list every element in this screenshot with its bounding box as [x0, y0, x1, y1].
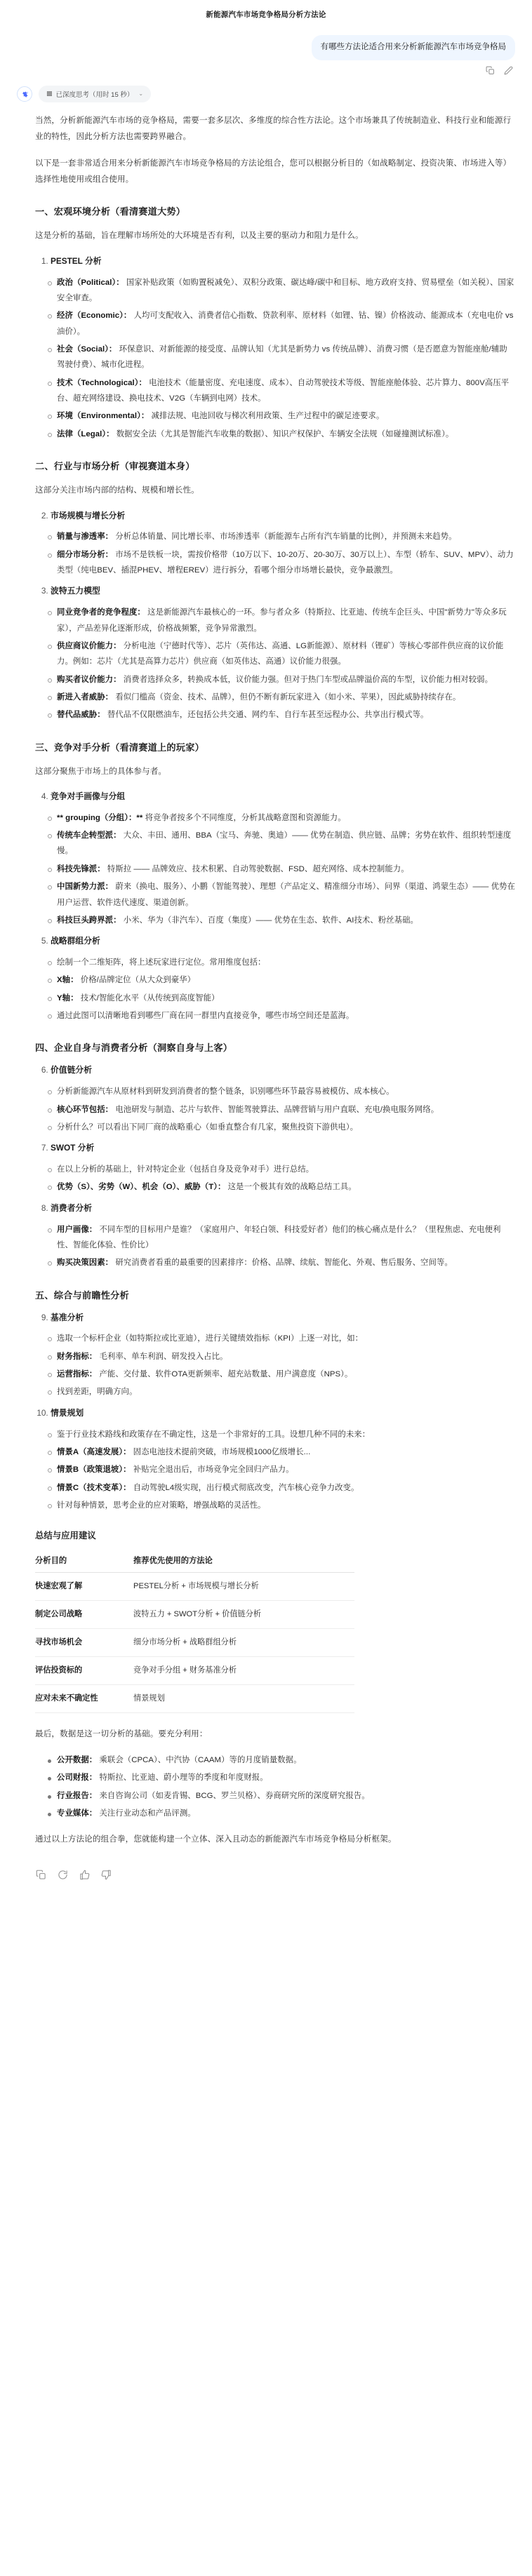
list-item — [48, 1349, 515, 1364]
summary-table — [35, 1550, 354, 1713]
list-item — [48, 1480, 515, 1496]
data-sources-list — [35, 1752, 515, 1821]
list-item-text: 特斯拉、比亚迪、蔚小理等的季度和年度财报。 — [99, 1773, 268, 1783]
list-item-text: 国家补贴政策（如购置税减免）、双积分政策、碳达峰/碳中和目标、地方政府支持、贸易壁垒（如关税）、国家安全审查。 — [57, 278, 514, 302]
list-item-term: 经济（Economic）： — [57, 311, 132, 321]
numbered-item — [35, 1063, 515, 1078]
user-message-actions — [0, 60, 532, 76]
list-item-term: 技术（Technological）： — [57, 378, 147, 387]
list-item — [48, 1384, 515, 1400]
section-heading: 四、企业自身与消费者分析（洞察自身与上客） — [35, 1042, 233, 1054]
list-item — [48, 342, 515, 373]
list-item — [48, 1179, 515, 1195]
copy-icon[interactable] — [35, 1869, 47, 1881]
list-item — [48, 1120, 515, 1135]
list-item-text: 通过此图可以清晰地看到哪些厂商在同一群里内直接竞争，哪些市场空间还是蓝海。 — [57, 1012, 354, 1021]
list-item — [48, 1084, 515, 1099]
method-title: 1. PESTEL 分析 — [51, 254, 515, 269]
intro-paragraph-2: 以下是一套非常适合用来分析新能源汽车市场竞争格局的方法论组合，您可以根据分析目的（如战略制定、投资决策、市场进入等）选择性地使用或组合使用。 — [35, 158, 512, 185]
section-heading: 三、竞争对手分析（看清赛道上的玩家） — [35, 742, 204, 753]
intro-paragraph-1: 当然，分析新能源汽车市场的竞争格局，需要一套多层次、多维度的综合性方法论。这个市场兼具了传统制造业、科技行业和能源行业的特性，因此分析方法也需要跨界融合。 — [35, 115, 512, 142]
table-cell: 情景规划 — [133, 1685, 354, 1713]
list-item — [48, 1752, 515, 1768]
list-item-text: 价格/品牌定位（从大众到豪华） — [80, 976, 196, 985]
list-item — [48, 1255, 515, 1270]
list-item-text: 替代品不仅限燃油车，还包括公共交通、网约车、自行车甚至远程办公、共享出行模式等。 — [107, 711, 429, 720]
list-item-text: 技术/智能化水平（从传统到高度智能） — [80, 993, 220, 1002]
numbered-item — [35, 789, 515, 805]
list-item — [48, 1444, 515, 1460]
list-item-term: 政治（Political）： — [57, 278, 124, 287]
assistant-markdown — [17, 112, 515, 1848]
list-item — [48, 1102, 515, 1118]
list-item — [48, 672, 515, 687]
list-item-term: 情景C（技术变革）： — [57, 1483, 131, 1492]
list-item-term: 新进入者威胁： — [57, 692, 114, 702]
list-item-term: 购买者议价能力： — [57, 675, 121, 684]
list-item — [48, 1427, 515, 1442]
list-item-text: 针对每种情景，思考企业的应对策略，增强战略的灵活性。 — [57, 1501, 266, 1510]
table-cell: 应对未来不确定性 — [35, 1685, 133, 1713]
list-item-text: 固态电池技术提前突破，市场规模1000亿级增长... — [133, 1447, 311, 1456]
table-row — [35, 1601, 354, 1629]
list-item-term: 社会（Social）： — [57, 345, 117, 354]
deep-thinking-toggle[interactable] — [39, 86, 151, 102]
list-item-term: 财务指标： — [57, 1352, 98, 1361]
list-item-text: 分析电池（宁德时代等）、芯片（英伟达、高通、LG新能源）、原材料（锂矿）等核心零部件供应商的议价能力。例如：芯片（尤其是高算力芯片）供应商（如英伟达、高通）议价能力很强。 — [57, 641, 504, 666]
table-cell: 寻找市场机会 — [35, 1629, 133, 1657]
final-paragraph: 通过以上方法论的组合拳，您就能构建一个立体、深入且动态的新能源汽车市场竞争格局分析框架。 — [35, 1834, 397, 1844]
list-item-term: 运营指标： — [57, 1370, 98, 1379]
numbered-item — [35, 1310, 515, 1326]
thinking-icon: ▩ — [46, 90, 53, 98]
list-item — [48, 1367, 515, 1382]
section-lead: 这是分析的基础，旨在理解市场所处的大环境是否有利，以及主要的驱动力和阻力是什么。 — [35, 231, 364, 241]
section-lead: 这部分聚焦于市场上的具体参与者。 — [35, 766, 167, 776]
table-cell: PESTEL分析 + 市场规模与增长分析 — [133, 1573, 354, 1601]
list-item-term: 科技先锋派： — [57, 864, 105, 873]
list-item-term: 科技巨头跨界派： — [57, 915, 121, 925]
user-message-row — [0, 28, 532, 60]
numbered-item — [35, 1141, 515, 1156]
method-title: 10. 情景规划 — [51, 1406, 515, 1421]
table-row — [35, 1573, 354, 1601]
page-title: 新能源汽车市场竞争格局分析方法论 — [206, 10, 326, 19]
method-title: 7. SWOT 分析 — [51, 1141, 515, 1156]
regenerate-icon[interactable] — [57, 1869, 69, 1881]
list-item-text: 关注行业动态和产品评测。 — [99, 1809, 196, 1818]
list-item — [48, 1008, 515, 1024]
edit-icon[interactable] — [503, 65, 514, 76]
list-item — [48, 1788, 515, 1804]
thinking-row — [17, 86, 515, 102]
list-item-text: 市场不是铁板一块，需按价格带（10万以下、10-20万、20-30万、30万以上）、车型（轿车、SUV、MPV）、动力类型（纯电BEV、插混PHEV、增程EREV）进行拆分，看哪个细分市场增长最快，竞争最激烈。 — [57, 550, 514, 575]
list-item-term: 情景B（政策退坡）： — [57, 1465, 131, 1475]
closing-lead: 最后，数据是这一切分析的基础。要充分利用： — [35, 1729, 208, 1739]
table-row — [35, 1685, 354, 1713]
method-detail-list — [35, 810, 515, 928]
list-item-text: 电池技术（能量密度、充电速度、成本）、自动驾驶技术等级、智能座舱体验、芯片算力、800V高压平台、超充网络建设、换电技术、V2G（车辆到电网）技术。 — [57, 378, 510, 403]
deepseek-whale-logo — [17, 86, 32, 102]
method-title: 4. 竞争对手画像与分组 — [51, 789, 515, 805]
list-item-term: Y轴： — [57, 993, 79, 1002]
list-item — [48, 529, 515, 544]
list-item-term: 公开数据： — [57, 1755, 98, 1764]
list-item-text: 将竞争者按多个不同维度，分析其战略意图和资源能力。 — [145, 813, 346, 822]
list-item-term: 专业媒体： — [57, 1809, 98, 1818]
list-item — [48, 638, 515, 670]
numbered-item — [35, 1201, 515, 1216]
numbered-item — [35, 254, 515, 269]
list-item-text: 这是一个极其有效的战略总结工具。 — [227, 1183, 357, 1192]
summary-heading: 总结与应用建议 — [35, 1531, 96, 1541]
user-message-bubble: 有哪些方法论适合用来分析新能源汽车市场竞争格局 — [312, 35, 516, 60]
copy-icon[interactable] — [485, 65, 496, 76]
list-item — [48, 913, 515, 928]
list-item — [48, 427, 515, 442]
list-item — [48, 1222, 515, 1254]
list-item-term: 传统车企转型派： — [57, 831, 121, 840]
method-detail-list — [35, 605, 515, 723]
table-cell: 评估投资标的 — [35, 1657, 133, 1685]
list-item-text: 数据安全法（尤其是智能汽车收集的数据）、知识产权保护、车辆安全法规（如碰撞测试标准）。 — [116, 429, 454, 438]
list-item-text: 乘联会（CPCA）、中汽协（CAAM）等的月度销量数据。 — [99, 1755, 302, 1764]
list-item — [48, 1770, 515, 1785]
list-item-term: 环境（Environmental）： — [57, 412, 149, 421]
method-title: 6. 价值链分析 — [51, 1063, 515, 1078]
list-item-text: 分析新能源汽车从原材料到研发到消费者的整个链条，识别哪些环节最容易被模仿、成本核心。 — [57, 1087, 394, 1096]
list-item-term: 同业竞争者的竞争程度： — [57, 608, 145, 617]
list-item-text: 蔚来（换电、服务）、小鹏（智能驾驶）、理想（产品定义、精准细分市场）、问界（渠道、鸿蒙生态）—— 优势在用户运营、软件迭代速度、渠道创新。 — [57, 883, 515, 907]
table-header-row — [35, 1550, 354, 1573]
list-item — [48, 605, 515, 636]
list-item-text: 研究消费者看重的最重要的因素排序：价格、品牌、续航、智能化、外观、售后服务、空间等。 — [115, 1259, 453, 1268]
list-item-text: 绘制一个二维矩阵，将上述玩家进行定位。常用维度包括： — [57, 958, 266, 967]
list-item-term: 行业报告： — [57, 1791, 98, 1800]
table-row — [35, 1657, 354, 1685]
table-cell: 细分市场分析 + 战略群组分析 — [133, 1629, 354, 1657]
thinking-label: 已深度思考（用时 15 秒） — [55, 90, 134, 99]
section-heading: 二、行业与市场分析（审视赛道本身） — [35, 461, 195, 472]
list-item-text: 大众、丰田、通用、BBA（宝马、奔驰、奥迪）—— 优势在制造、供应链、品牌；劣势在软件、组织转型速度慢。 — [57, 831, 512, 856]
list-item — [48, 1331, 515, 1346]
assistant-message — [0, 76, 532, 1899]
list-item-term: 销量与渗透率： — [57, 532, 114, 542]
list-item — [48, 972, 515, 988]
list-item — [48, 1498, 515, 1513]
list-item-term: 核心环节包括： — [57, 1105, 114, 1114]
table-cell: 快速宏观了解 — [35, 1573, 133, 1601]
list-item-term: 供应商议价能力： — [57, 641, 121, 650]
numbered-item — [35, 509, 515, 524]
list-item — [48, 408, 515, 424]
list-item-text: 看似门槛高（资金、技术、品牌），但仍不断有新玩家进入（如小米、苹果），因此威胁持续存在。 — [115, 692, 461, 702]
list-item — [48, 308, 515, 340]
list-item — [48, 810, 515, 826]
sections-host — [35, 204, 515, 1513]
numbered-item — [35, 584, 515, 599]
list-item-text: 分析什么？可以看出下同厂商的战略重心（如垂直整合有几家，聚焦投资下游供电）。 — [57, 1122, 359, 1132]
section-lead: 这部分关注市场内部的结构、规模和增长性。 — [35, 485, 199, 495]
list-item-text: 消费者选择众多，转换成本低，议价能力强。但对于热门车型或品牌溢价高的车型，议价能力相对较弱。 — [123, 675, 493, 684]
list-item-text: 产能、交付量、软件OTA更新频率、超充站数量、用户满意度（NPS）。 — [99, 1370, 353, 1379]
list-item-text: 这是新能源汽车最核心的一环。参与者众多（特斯拉、比亚迪、传统车企巨头、中国"新势力"等众多玩家），产品差异化逐渐形成，价格战频繁，竞争异常激烈。 — [57, 608, 507, 633]
method-detail-list — [35, 1162, 515, 1195]
list-item — [48, 275, 515, 307]
method-detail-list — [35, 275, 515, 442]
list-item-term: 替代品威胁： — [57, 711, 105, 720]
table-cell: 波特五力 + SWOT分析 + 价值链分析 — [133, 1601, 354, 1629]
list-item-text: 不同车型的目标用户是谁？（家庭用户、年轻白领、科技爱好者）他们的核心痛点是什么？（里程焦虑、充电便利性、智能化体验、性价比） — [57, 1225, 501, 1249]
list-item — [48, 690, 515, 705]
list-item — [48, 828, 515, 859]
list-item-text: 补贴完全退出后，市场竞争完全回归产品力。 — [133, 1465, 294, 1475]
list-item — [48, 1462, 515, 1477]
list-item-text: 分析总体销量、同比增长率、市场渗透率（新能源车占所有汽车销量的比例），并预测未来趋势。 — [115, 532, 457, 542]
list-item-term: 购买决策因素： — [57, 1259, 114, 1268]
method-detail-list — [35, 529, 515, 578]
list-item-text: 鉴于行业技术路线和政策存在不确定性，这是一个非常好的工具。设想几种不同的未来： — [57, 1430, 371, 1439]
list-item-term: 情景A（高速发展）： — [57, 1447, 131, 1456]
list-item — [48, 955, 515, 970]
method-detail-list — [35, 1427, 515, 1514]
method-title: 8. 消费者分析 — [51, 1201, 515, 1216]
list-item-text: 人均可支配收入、消费者信心指数、贷款利率、原材料（如锂、钴、镍）价格波动、能源成本（充电电价 vs 油价）。 — [57, 311, 514, 336]
method-detail-list — [35, 1084, 515, 1135]
section-heading: 一、宏观环境分析（看清赛道大势） — [35, 206, 186, 217]
list-item-text: 特斯拉 —— 品牌效应、技术积累、自动驾驶数据、FSD、超充网络、成本控制能力。 — [107, 864, 409, 873]
method-title: 2. 市场规模与增长分析 — [51, 509, 515, 524]
list-item-term: 用户画像： — [57, 1225, 98, 1234]
method-detail-list — [35, 1331, 515, 1400]
list-item — [48, 861, 515, 877]
method-title: 5. 战略群组分析 — [51, 934, 515, 949]
list-item-term: 中国新势力派： — [57, 883, 114, 892]
list-item-text: 毛利率、单车利润、研发投入占比。 — [99, 1352, 228, 1361]
list-item — [48, 1162, 515, 1177]
list-item-text: 减排法规、电池回收与梯次利用政策、生产过程中的碳足迹要求。 — [151, 412, 385, 421]
list-item-term: X轴： — [57, 976, 79, 985]
method-title: 9. 基准分析 — [51, 1310, 515, 1326]
thumbs-up-icon[interactable] — [79, 1869, 91, 1881]
list-item-text: 来自咨询公司（如麦肯锡、BCG、罗兰贝格）、券商研究所的深度研究报告。 — [99, 1791, 370, 1800]
chevron-down-icon: ⌄ — [138, 90, 144, 98]
numbered-item — [35, 1406, 515, 1421]
list-item-text: 电池研发与制造、芯片与软件、智能驾驶算法、品牌营销与用户直联、充电/换电服务网络。 — [115, 1105, 439, 1114]
list-item-text: 在以上分析的基础上，针对特定企业（包括自身及竞争对手）进行总结。 — [57, 1165, 314, 1174]
method-title: 3. 波特五力模型 — [51, 584, 515, 599]
list-item-text: 小米、华为（非汽车）、百度（集度）—— 优势在生态、软件、AI技术、粉丝基础。 — [123, 915, 418, 925]
thumbs-down-icon[interactable] — [100, 1869, 112, 1881]
table-column-header: 分析目的 — [35, 1550, 133, 1573]
list-item-term: 公司财报： — [57, 1773, 98, 1783]
section-heading: 五、综合与前瞻性分析 — [35, 1289, 129, 1301]
list-item — [48, 1806, 515, 1821]
numbered-item — [35, 934, 515, 949]
list-item — [48, 991, 515, 1006]
table-cell: 竞争对手分组 + 财务基准分析 — [133, 1657, 354, 1685]
list-item — [48, 547, 515, 579]
assistant-message-actions — [17, 1858, 515, 1899]
list-item-term: 优势（S）、劣势（W）、机会（O）、威胁（T）： — [57, 1183, 226, 1192]
list-item — [48, 375, 515, 407]
list-item-term: 法律（Legal）： — [57, 429, 114, 438]
list-item-text: 选取一个标杆企业（如特斯拉或比亚迪），进行关键绩效指标（KPI）上逐一对比，如： — [57, 1334, 364, 1343]
table-cell: 制定公司战略 — [35, 1601, 133, 1629]
list-item-term: 细分市场分析： — [57, 550, 114, 559]
table-row — [35, 1629, 354, 1657]
list-item-text: 自动驾驶L4级实现，出行模式彻底改变，汽车核心竞争力改变。 — [133, 1483, 359, 1492]
table-body — [35, 1573, 354, 1713]
list-item-text: 找到差距，明确方向。 — [57, 1388, 138, 1397]
table-column-header: 推荐优先使用的方法论 — [133, 1550, 354, 1573]
list-item — [48, 707, 515, 723]
list-item-text: 环保意识、对新能源的接受度、品牌认知（尤其是新势力 vs 传统品牌）、消费习惯（是否愿意为智能座舱/辅助驾驶付费）、城市化进程。 — [57, 345, 507, 370]
list-item-term: ** grouping（分组）：** — [57, 813, 143, 822]
list-item — [48, 879, 515, 911]
method-detail-list — [35, 955, 515, 1024]
method-detail-list — [35, 1222, 515, 1271]
